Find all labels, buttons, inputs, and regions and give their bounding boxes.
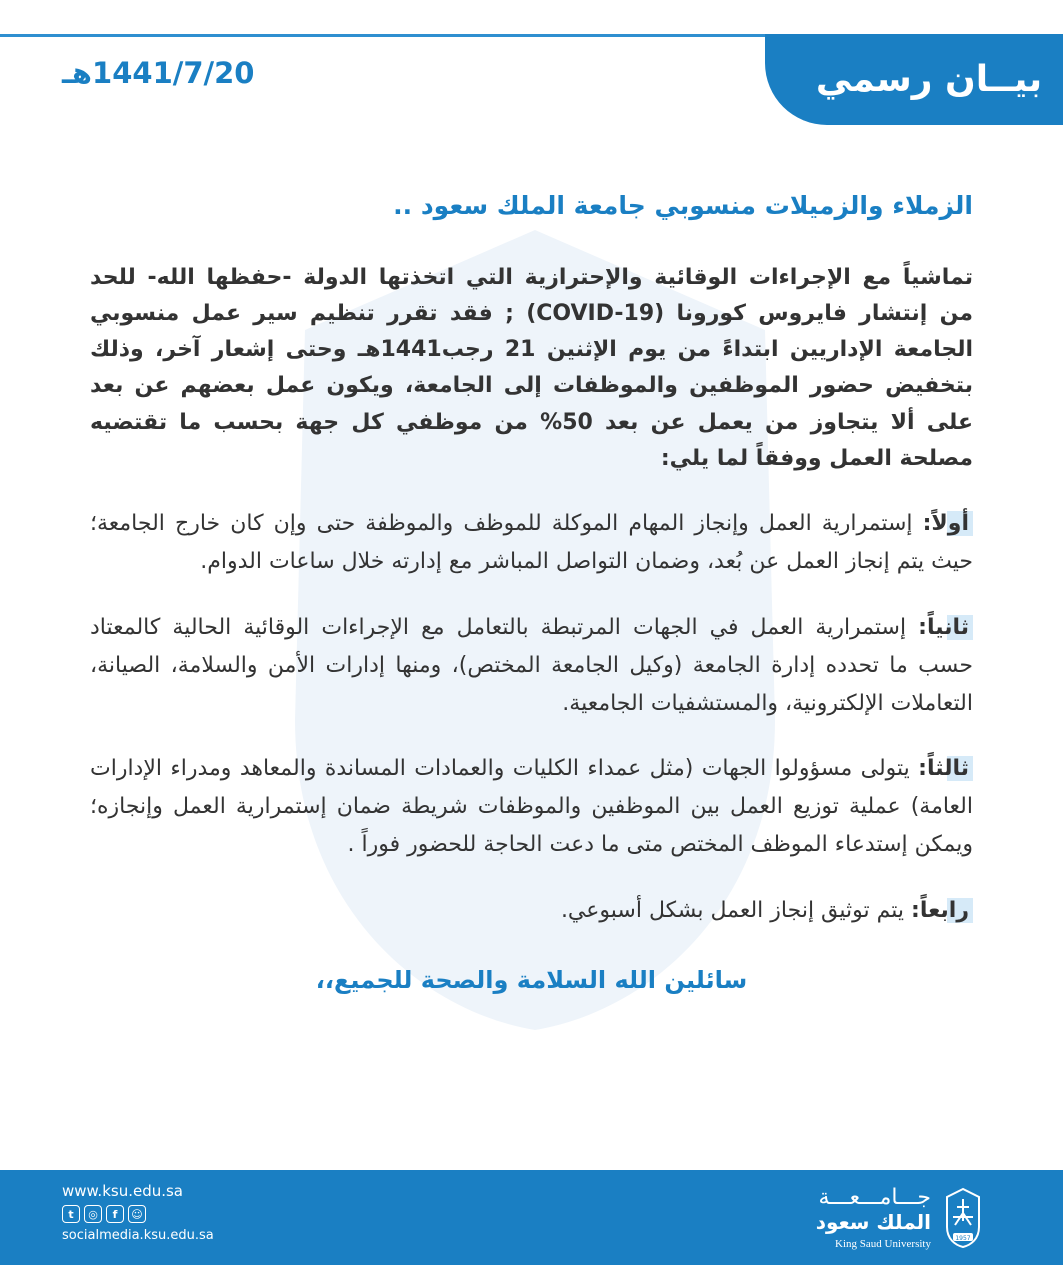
item-label: ثالثاً: — [918, 756, 973, 781]
list-item — [90, 750, 973, 863]
item-text: إستمرارية العمل وإنجاز المهام الموكلة للموظف والموظفة حتى وإن كان خارج الجامعة؛ حيث يتم إنجاز العمل عن بُعد، وضمان التواصل المباشر مع إدارته خلال ساعات الدوام. — [90, 511, 973, 575]
item-text: إستمرارية العمل في الجهات المرتبطة بالتعامل مع الإجراءات الوقائية الحالية كالمعتاد حسب ما تحدده إدارة الجامعة (وكيل الجامعة المختص)، ومنها إدارات الأمن والسلامة، الصيانة، التعاملات الإلكترونية، والمستشفيات الجامعية. — [90, 614, 973, 716]
snapchat-icon[interactable]: ☺ — [128, 1205, 146, 1223]
item-label: ثانياً: — [918, 615, 973, 640]
item-text: يتولى مسؤولوا الجهات (مثل عمداء الكليات والعمادات المساندة والمعاهد ومدراء الإدارات العامة) عملية توزيع العمل بين الموظفين والموظفات شريطة ضمان إستمرارية العمل وإنجازه؛ ويمكن إستدعاء الموظف المختص متى ما دعت الحاجة للحضور فوراً . — [90, 756, 973, 858]
logo-arabic-line1: جـــامـــعـــة — [818, 1184, 931, 1210]
logo-english: King Saud University — [835, 1238, 931, 1251]
item-label: أولاً: — [923, 511, 973, 536]
footer-bar — [0, 1170, 1063, 1265]
statement-title-tab — [765, 34, 1063, 125]
footer-bottom-margin — [0, 1265, 1063, 1280]
statement-date: 1441/7/20هـ — [62, 56, 255, 90]
twitter-icon[interactable]: t — [62, 1205, 80, 1223]
list-item — [90, 892, 973, 930]
logo-text — [816, 1186, 931, 1250]
instagram-icon[interactable]: ◎ — [84, 1205, 102, 1223]
list-item — [90, 505, 973, 581]
greeting: الزملاء والزميلات منسوبي جامعة الملك سعود .. — [393, 191, 973, 220]
logo-arabic-line2: الملك سعود — [815, 1210, 931, 1235]
item-text: يتم توثيق إنجاز العمل بشكل أسبوعي. — [560, 897, 912, 923]
logo-year: 1957 — [955, 1235, 971, 1242]
closing-line: سائلين الله السلامة والصحة للجميع،، — [315, 965, 748, 994]
page-title: بيــان رسمي — [815, 59, 1043, 100]
footer-links — [62, 1184, 214, 1242]
university-logo — [816, 1178, 985, 1258]
list-item — [90, 609, 973, 722]
website-link[interactable]: www.ksu.edu.sa — [62, 1182, 184, 1200]
item-label: رابعاً: — [911, 898, 973, 923]
facebook-icon[interactable]: f — [106, 1205, 124, 1223]
intro-paragraph: تماشياً مع الإجراءات الوقائية والإحترازية التي اتخذتها الدولة -حفظها الله- للحد من إنتشار فايروس كورونا (COVID-19) ; فقد تقرر تنظيم سير عمل منسوبي الجامعة الإداريين ابتداءً من يوم الإثنين 21 رجب1441هـ وحتى إشعار آخر، وذلك بتخفيض حضور الموظفين والموظفات إلى الجامعة، ويكون عمل بعضهم عن بعد على ألا يتجاوز من يعمل عن بعد 50% من موظفي كل جهة بحسب ما تقتضيه مصلحة العمل ووفقاً لما يلي: — [90, 264, 974, 471]
social-icons — [62, 1205, 214, 1223]
social-media-link[interactable]: socialmedia.ksu.edu.sa — [62, 1228, 214, 1243]
statement-body — [90, 175, 973, 1001]
university-emblem-icon — [941, 1187, 985, 1249]
